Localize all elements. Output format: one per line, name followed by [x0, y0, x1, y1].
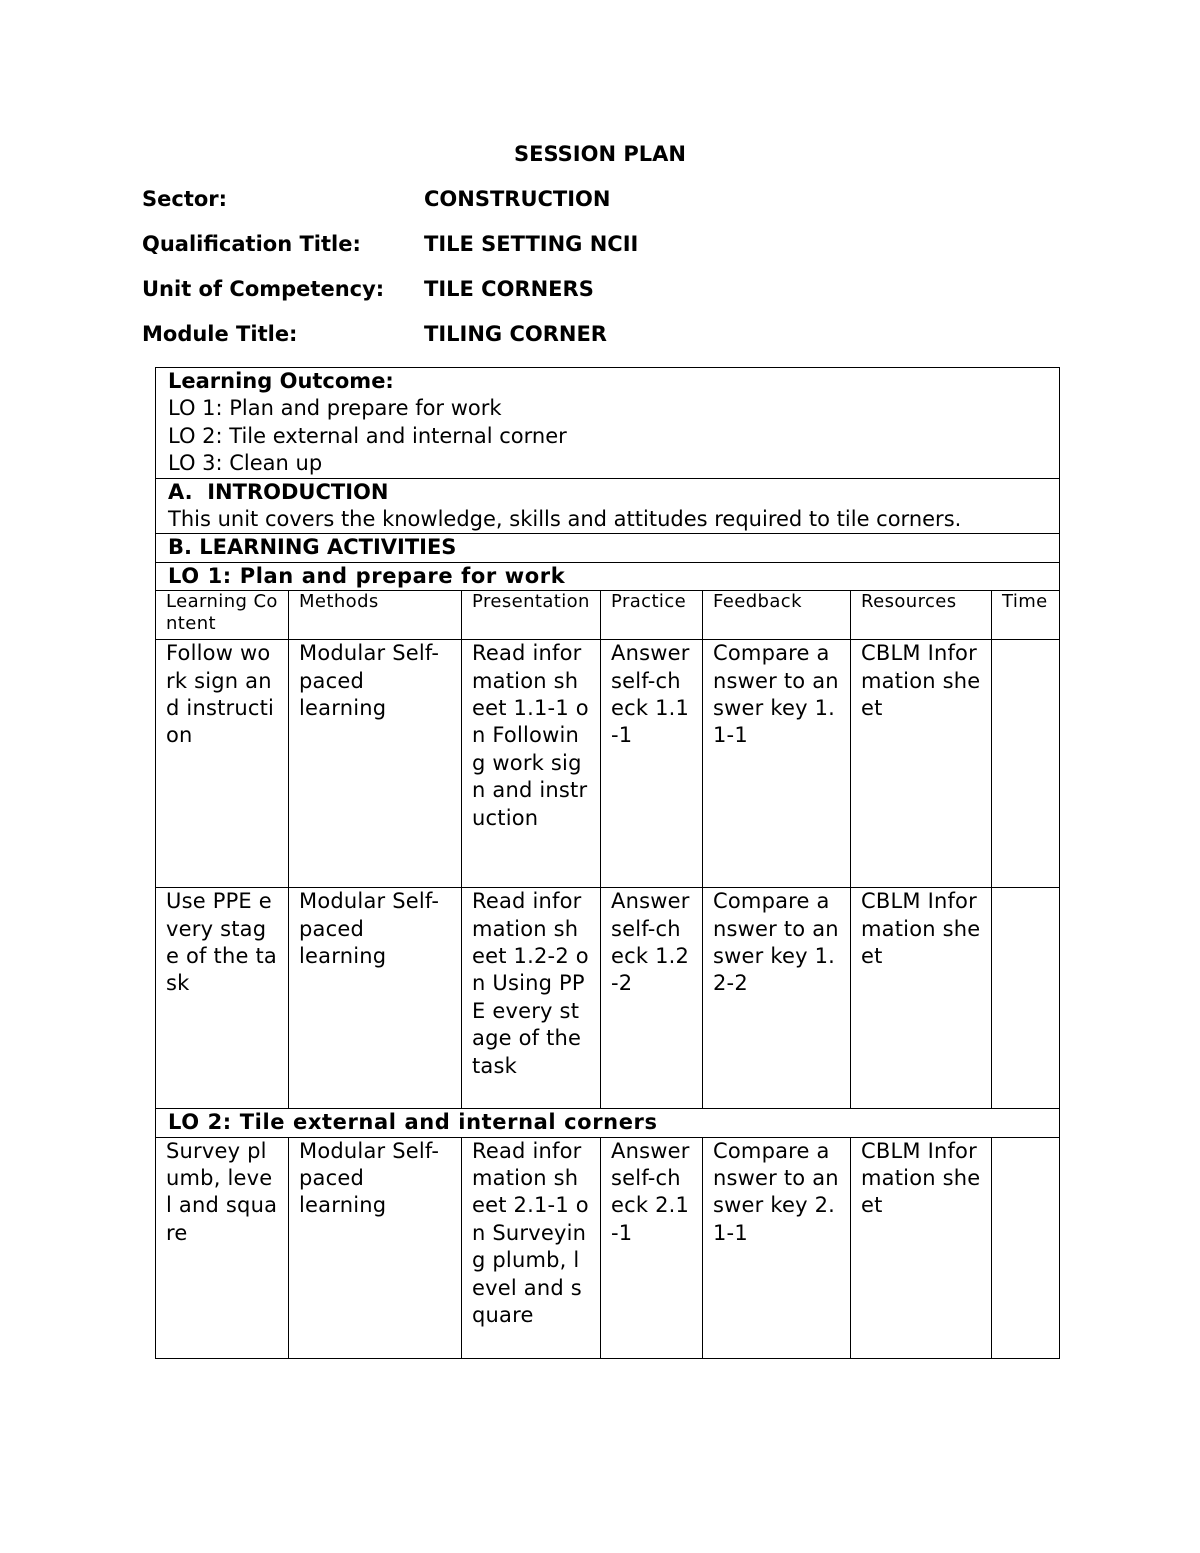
lo-section-heading: LO 2: Tile external and internal corners — [156, 1109, 1060, 1137]
time-cell — [992, 1137, 1060, 1358]
learning-outcome-item: LO 2: Tile external and internal corner — [168, 423, 567, 448]
feedback-cell: Compare answer to answer key 1.1-1 — [703, 640, 851, 888]
presentation-cell: Read information sheet 1.1-1 on Following work sign and instruction — [462, 640, 601, 888]
column-header: Learning Content — [156, 591, 289, 640]
session-plan-table — [155, 367, 1060, 1359]
learning-outcome-item: LO 3: Clean up — [168, 451, 323, 476]
methods-cell: Modular Self-paced learning — [289, 640, 462, 888]
resources-cell: CBLM Information sheet — [851, 1137, 992, 1358]
methods-cell: Modular Self-paced learning — [289, 888, 462, 1109]
feedback-cell: Compare answer to answer key 1.2-2 — [703, 888, 851, 1109]
presentation-cell: Read information sheet 2.1-1 on Surveying plumb, level and square — [462, 1137, 601, 1358]
lo-section-heading-row — [156, 1109, 1060, 1137]
introduction-heading: A. INTRODUCTION — [168, 479, 389, 504]
meta-value: CONSTRUCTION — [424, 187, 611, 211]
lo-section-heading: LO 1: Plan and prepare for work — [156, 562, 1060, 590]
time-cell — [992, 888, 1060, 1109]
meta-label: Module Title: — [142, 322, 298, 346]
learning-activities-row — [156, 534, 1060, 562]
column-header: Resources — [851, 591, 992, 640]
column-header: Practice — [601, 591, 703, 640]
learning-content-cell: Follow work sign and instruction — [156, 640, 289, 888]
lo-section-heading-row — [156, 562, 1060, 590]
learning-content-cell: Survey plumb, level and square — [156, 1137, 289, 1358]
meta-label: Unit of Competency: — [142, 277, 385, 301]
methods-cell: Modular Self-paced learning — [289, 1137, 462, 1358]
time-cell — [992, 640, 1060, 888]
learning-outcome-heading: Learning Outcome: — [168, 369, 394, 393]
practice-cell: Answer self-check 1.2-2 — [601, 888, 703, 1109]
meta-label: Sector: — [142, 187, 228, 211]
meta-value: TILING CORNER — [424, 322, 607, 346]
activity-row — [156, 1137, 1060, 1358]
learning-outcome-row — [156, 368, 1060, 479]
learning-outcome-cell — [156, 368, 1060, 479]
practice-cell: Answer self-check 1.1-1 — [601, 640, 703, 888]
document-title: SESSION PLAN — [514, 142, 686, 166]
column-header: Time — [992, 591, 1060, 640]
practice-cell: Answer self-check 2.1-1 — [601, 1137, 703, 1358]
learning-outcome-item: LO 1: Plan and prepare for work — [168, 396, 502, 421]
introduction-text: This unit covers the knowledge, skills and attitudes required to tile corners. — [168, 507, 962, 532]
activity-row — [156, 888, 1060, 1109]
column-header: Presentation — [462, 591, 601, 640]
introduction-cell — [156, 478, 1060, 534]
learning-content-cell: Use PPE every stage of the task — [156, 888, 289, 1109]
activity-row — [156, 640, 1060, 888]
feedback-cell: Compare answer to answer key 2.1-1 — [703, 1137, 851, 1358]
resources-cell: CBLM Information sheet — [851, 640, 992, 888]
column-header: Methods — [289, 591, 462, 640]
presentation-cell: Read information sheet 1.2-2 on Using PPE every stage of the task — [462, 888, 601, 1109]
meta-value: TILE CORNERS — [424, 277, 594, 301]
resources-cell: CBLM Information sheet — [851, 888, 992, 1109]
meta-value: TILE SETTING NCII — [424, 232, 639, 256]
introduction-row — [156, 478, 1060, 534]
column-header: Feedback — [703, 591, 851, 640]
column-header-row — [156, 591, 1060, 640]
learning-activities-heading: B. LEARNING ACTIVITIES — [156, 534, 1060, 562]
meta-label: Qualification Title: — [142, 232, 361, 256]
